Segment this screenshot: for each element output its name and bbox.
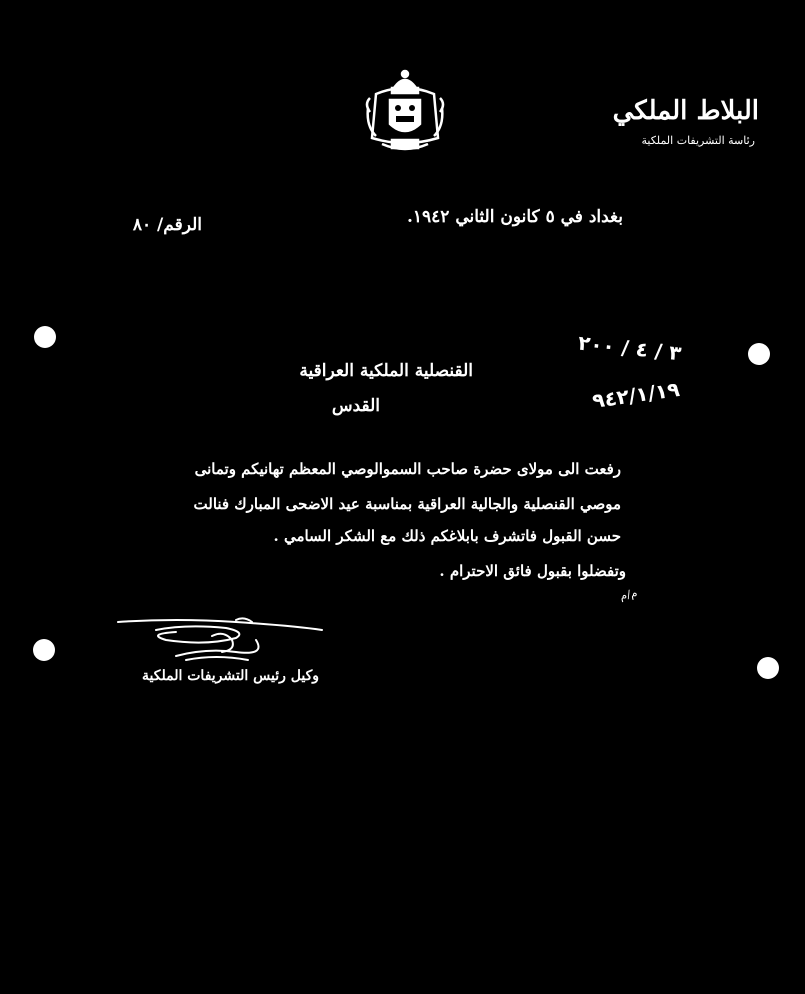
royal-coat-of-arms-icon — [362, 68, 448, 156]
body-line-2: موصي القنصلية والجالية العراقية بمناسبة عيد الاضحى المبارك فنالت — [193, 495, 621, 513]
register-date-handwritten: ٩٤٢/١/١٩ — [590, 377, 682, 413]
body-line-3: حسن القبول فاتشرف بابلاغكم ذلك مع الشكر السامي . — [273, 527, 621, 545]
reference-number: الرقم/ ٨٠ — [132, 215, 202, 235]
body-line-1: رفعت الى مولاى حضرة صاحب السموالوصي المعظم تهانيكم وتمانى — [194, 460, 621, 478]
punch-hole-right-top — [748, 343, 770, 365]
recipient-line-1: القنصلية الملكية العراقية — [299, 361, 473, 381]
punch-hole-left-bottom — [33, 639, 55, 661]
letterhead-title: البلاط الملكي — [612, 96, 759, 126]
letterhead-subtitle: رئاسة التشريفات الملكية — [641, 134, 755, 147]
recipient-line-2: القدس — [331, 396, 380, 416]
signatory-title: وكيل رئيس التشريفات الملكية — [142, 668, 319, 684]
punch-hole-right-bottom — [757, 657, 779, 679]
handwritten-signature — [116, 616, 326, 668]
body-line-4: وتفضلوا بقبول فائق الاحترام . — [439, 562, 626, 580]
typist-initials: م/م — [618, 586, 639, 603]
punch-hole-left-top — [34, 326, 56, 348]
register-number-handwritten: ٣ / ٤ / ٢٠٠ — [577, 330, 683, 366]
letter-date: بغداد في ٥ كانون الثاني ١٩٤٢. — [406, 207, 623, 227]
